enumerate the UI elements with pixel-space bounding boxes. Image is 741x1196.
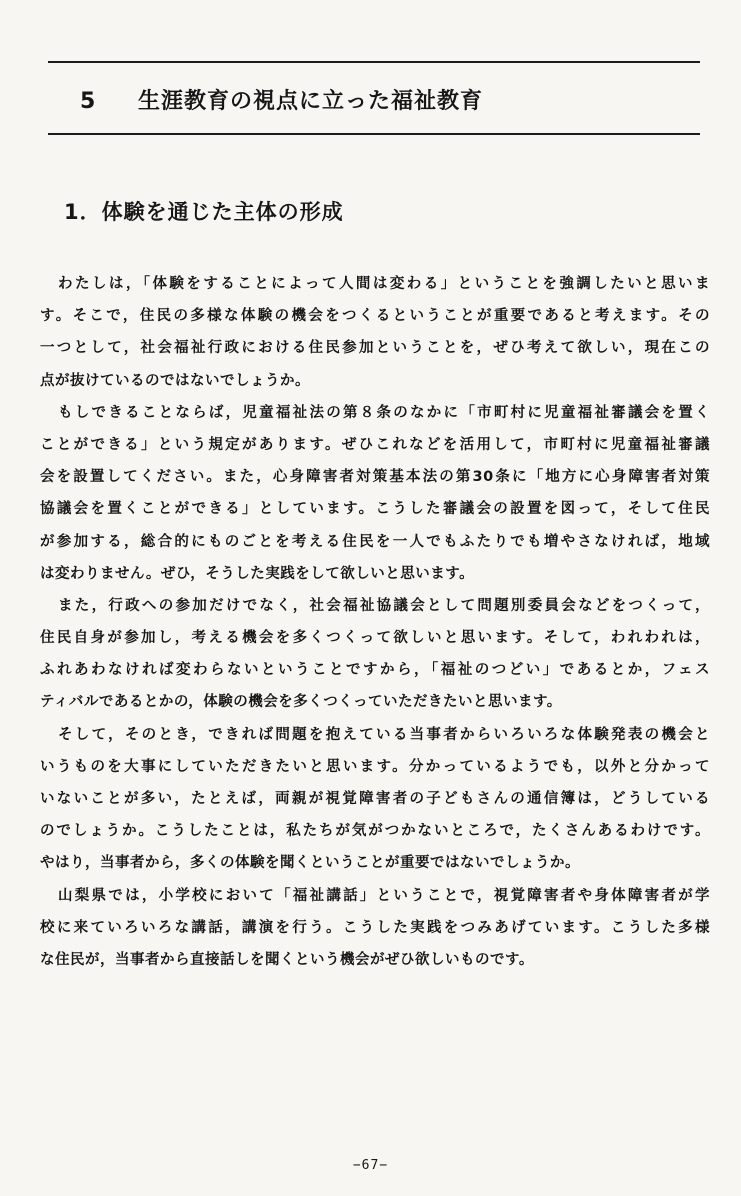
text-line: な住民が，当事者から直接話しを聞くという機会がぜひ欲しいものです。 xyxy=(40,951,534,968)
body-text xyxy=(40,268,710,976)
text-line: 校に来ていろいろな講話，講演を行う。こうした実践をつみあげています。こうした多様 xyxy=(40,919,710,936)
text-line: 協議会を置くことができる」としています。こうした審議会の設置を図って，そして住民 xyxy=(40,501,710,518)
text-line: わたしは，「体験をすることによって人間は変わる」ということを強調したいと思いま xyxy=(58,276,710,292)
paragraph-2 xyxy=(40,397,710,590)
bottom-rule xyxy=(48,133,700,135)
text-line: は変わりません。ぜひ，そうした実践をして欲しいと思います。 xyxy=(40,565,475,582)
section-heading: 1．体験を通じた主体の形成 xyxy=(64,200,344,224)
text-line: いうものを大事にしていただきたいと思います。分かっているようでも，以外と分かって xyxy=(40,758,710,775)
text-line: 山梨県では，小学校において「福祉講話」ということで，視覚障害者や身体障害者が学 xyxy=(58,887,710,904)
text-line: 点が抜けているのではないでしょうか。 xyxy=(40,372,310,389)
paragraph-5 xyxy=(40,880,710,977)
paragraph-3 xyxy=(40,590,710,719)
text-line: いないことが多い，たとえば，両親が視覚障害者の子どもさんの通信簿は，どうしている xyxy=(40,791,710,807)
text-line: やはり，当事者から，多くの体験を聞くということが重要ではないでしょうか。 xyxy=(40,855,580,872)
chapter-heading xyxy=(80,84,483,115)
text-line: 住民自身が参加し，考える機会を多くつくって欲しいと思います。そして，われわれは， xyxy=(40,630,710,647)
text-line: 会を設置してください。また，心身障害者対策基本法の第30条に「地方に心身障害者対策 xyxy=(40,469,710,486)
paragraph-4 xyxy=(40,719,710,880)
text-line: ことができる」という規定があります。ぜひこれなどを活用して，市町村に児童福祉審議 xyxy=(40,436,710,453)
text-line: が参加する，総合的にものごとを考える住民を一人でもふたりでも増やさなければ，地域 xyxy=(40,533,710,550)
text-line: のでしょうか。こうしたことは，私たちが気がつかないところで，たくさんあるわけです。 xyxy=(40,823,710,840)
chapter-title: 生涯教育の視点に立った福祉教育 xyxy=(138,89,484,114)
text-line: す。そこで，住民の多様な体験の機会をつくるということが重要であると考えます。その xyxy=(40,308,710,325)
text-line: もしできることならば，児童福祉法の第８条のなかに「市町村に児童福祉審議会を置く xyxy=(58,404,710,421)
text-line: ティバルであるとかの，体験の機会を多くつくっていただきたいと思います。 xyxy=(40,694,562,711)
text-line: そして，そのとき，できれば問題を抱えている当事者からいろいろな体験発表の機会と xyxy=(58,726,710,743)
text-line: 一つとして，社会福祉行政における住民参加ということを，ぜひ考えて欲しい，現在この xyxy=(40,340,710,357)
top-rule xyxy=(48,61,700,63)
text-line: ふれあわなければ変わらないということですから，「福祉のつどい」であるとか，フェス xyxy=(40,662,710,679)
page-number: −67− xyxy=(352,1158,389,1173)
chapter-number: 5 xyxy=(80,89,97,114)
paragraph-1 xyxy=(40,268,710,397)
text-line: また，行政への参加だけでなく，社会福祉協議会として問題別委員会などをつくって， xyxy=(58,597,710,614)
